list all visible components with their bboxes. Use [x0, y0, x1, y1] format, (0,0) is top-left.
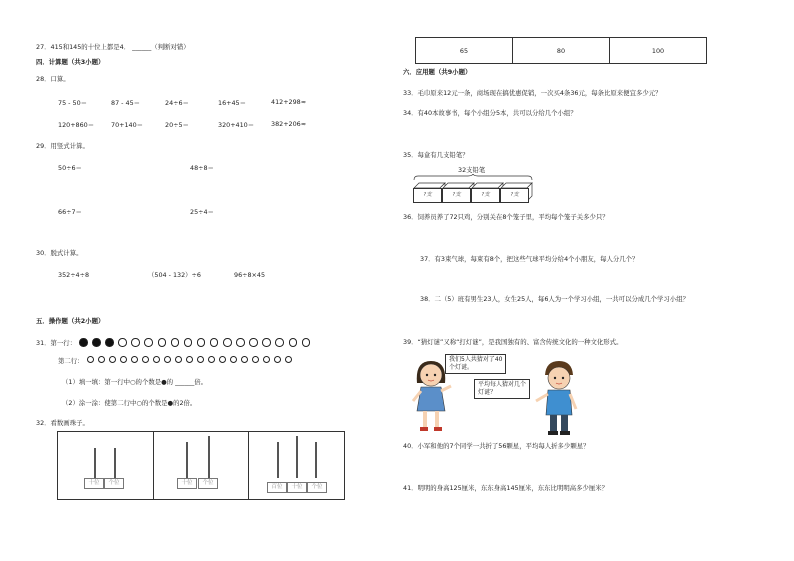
table-cell: 80	[513, 38, 610, 64]
q31-row1-circles	[79, 338, 315, 347]
empty-circle	[197, 356, 204, 363]
empty-circle	[302, 338, 311, 347]
q28-item: 320+410＝	[218, 121, 255, 129]
panel-divider	[248, 432, 249, 499]
empty-circle	[175, 356, 182, 363]
empty-circle	[87, 356, 94, 363]
filled-circle	[105, 338, 114, 347]
q28-item: 412+298≈	[271, 98, 307, 106]
question-40: 40．小军和他的7个同学一共折了56颗星，平均每人折多少颗星？	[403, 442, 590, 450]
empty-circle	[241, 356, 248, 363]
empty-circle	[197, 338, 206, 347]
empty-circle	[219, 356, 226, 363]
q29-item: 66÷7＝	[58, 208, 82, 216]
empty-circle	[210, 338, 219, 347]
empty-circle	[285, 356, 292, 363]
q28-item: 20÷5＝	[165, 121, 189, 129]
answer-table	[415, 37, 707, 64]
q31-row1-label: 31．第一行：	[36, 339, 77, 347]
empty-circle	[144, 338, 153, 347]
pencil-box: ?支	[500, 188, 529, 203]
question-27: 27．415和145的十位上都是4． ______（判断对错）	[36, 43, 190, 51]
q29-item: 50÷6＝	[58, 164, 82, 172]
q31-row2-circles	[87, 356, 296, 363]
empty-circle	[184, 338, 193, 347]
abacus-label: 个位	[307, 482, 327, 493]
abacus-label: 十位	[84, 478, 104, 489]
table-cell: 100	[610, 38, 707, 64]
empty-circle	[186, 356, 193, 363]
question-33: 33．毛巾原来12元一条，商场现在搞优惠促销，一次买4条36元，每条比原来便宜多少元？	[403, 89, 662, 97]
q31-row2-label: 第二行：	[58, 357, 84, 365]
brace	[414, 174, 532, 180]
abacus-label: 十位	[287, 482, 307, 493]
q28-item: 70+140＝	[111, 121, 144, 129]
empty-circle	[171, 338, 180, 347]
empty-circle	[252, 356, 259, 363]
abacus-rod	[186, 442, 188, 478]
q29-item: 48÷8＝	[190, 164, 214, 172]
filled-circle	[92, 338, 101, 347]
q35-brace-label: 32支铅笔	[458, 166, 486, 174]
abacus-label: 十位	[177, 478, 197, 489]
empty-circle	[142, 356, 149, 363]
empty-circle	[275, 338, 284, 347]
abacus-rod	[296, 436, 298, 478]
abacus-rod	[277, 442, 279, 478]
abacus-rod	[94, 448, 96, 478]
abacus-label: 个位	[198, 478, 218, 489]
abacus-label: 个位	[104, 478, 124, 489]
q30-item: 352÷4÷8	[58, 271, 90, 279]
speech-bubble-boy	[474, 379, 530, 399]
bubble-line: 平均每人猜对几个	[478, 381, 527, 388]
section-5-heading: 五．操作题（共2小题）	[36, 317, 105, 325]
empty-circle	[131, 356, 138, 363]
q29-item: 25÷4＝	[190, 208, 214, 216]
question-37: 37．有3束气球，每束有8个，把这些气球平均分给4个小朋友，每人分几个？	[420, 255, 639, 263]
speech-bubble-girl	[445, 354, 506, 374]
question-36: 36．饲养员养了72只鸡，分别关在8个笼子里，平均每个笼子关多少只？	[403, 213, 609, 221]
empty-circle	[289, 338, 298, 347]
abacus-rod	[208, 436, 210, 478]
q30-item: 96÷8×45	[234, 271, 266, 279]
panel-divider	[153, 432, 154, 499]
q28-item: 382+206≈	[271, 120, 307, 128]
abacus-rod	[315, 442, 317, 478]
q31-sub1: （1）填一填：第一行中○的个数是●的 ______倍。	[62, 378, 208, 386]
abacus-label: 百位	[267, 482, 287, 493]
question-32-title: 32．看数画珠子。	[36, 419, 89, 427]
boy-figure	[536, 361, 576, 435]
pencil-box: ?支	[413, 188, 442, 203]
question-30-title: 30．脱式计算。	[36, 249, 83, 257]
empty-circle	[223, 338, 232, 347]
abacus-panel	[57, 431, 345, 500]
question-39: 39．“猜灯谜”又称“打灯谜”，是我国独有的、富含传统文化的一种文化形式。	[403, 338, 623, 346]
pencil-box: ?支	[471, 188, 500, 203]
abacus-rod	[114, 448, 116, 478]
bubble-line: 灯谜？	[478, 389, 497, 396]
empty-circle	[236, 338, 245, 347]
section-6-heading: 六．应用题（共9小题）	[403, 68, 472, 76]
section-4-heading: 四．计算题（共3小题）	[36, 58, 105, 66]
q28-item: 87 - 45＝	[111, 99, 141, 107]
bubble-line: 我们5人共猜对了40	[449, 356, 503, 363]
filled-circle	[79, 338, 88, 347]
empty-circle	[208, 356, 215, 363]
empty-circle	[131, 338, 140, 347]
empty-circle	[120, 356, 127, 363]
empty-circle	[262, 338, 271, 347]
q28-item: 120+860＝	[58, 121, 95, 129]
empty-circle	[109, 356, 116, 363]
empty-circle	[98, 356, 105, 363]
question-38: 38．二（5）班有男生23人，女生25人，每6人为一个学习小组，一共可以分成几个学习小组？	[420, 295, 689, 303]
q30-item: （504 - 132）÷6	[148, 271, 201, 279]
empty-circle	[153, 356, 160, 363]
pencil-box: ?支	[442, 188, 471, 203]
empty-circle	[263, 356, 270, 363]
question-34: 34．有40本故事书，每个小组分5本，共可以分给几个小组？	[403, 109, 577, 117]
empty-circle	[230, 356, 237, 363]
empty-circle	[158, 338, 167, 347]
q28-item: 16+45＝	[218, 99, 247, 107]
bubble-line: 个灯谜。	[449, 364, 474, 371]
q28-item: 75 - 50＝	[58, 99, 88, 107]
empty-circle	[164, 356, 171, 363]
table-cell: 65	[416, 38, 513, 64]
question-28-title: 28．口算。	[36, 75, 70, 83]
question-29-title: 29．用竖式计算。	[36, 142, 89, 150]
empty-circle	[249, 338, 258, 347]
q28-item: 24÷6＝	[165, 99, 189, 107]
question-41: 41．明明的身高125厘米，东东身高145厘米，东东比明明高多少厘米？	[403, 484, 609, 492]
empty-circle	[118, 338, 127, 347]
empty-circle	[274, 356, 281, 363]
question-35-title: 35．每盒有几支铅笔？	[403, 151, 469, 159]
q31-sub2: （2）涂一涂：使第二行中○的个数是●的2倍。	[62, 399, 197, 407]
